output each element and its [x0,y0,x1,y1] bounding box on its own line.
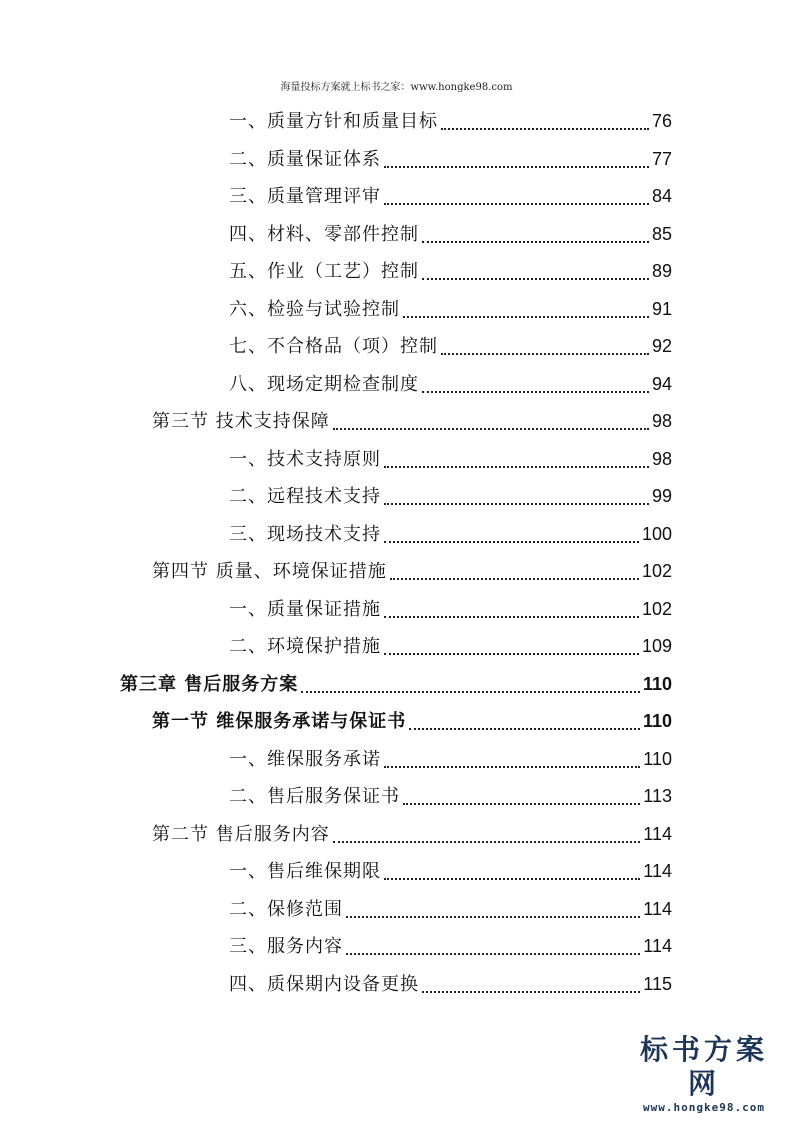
toc-dot-leader [333,428,649,430]
toc-dot-leader [403,803,640,805]
toc-entry[interactable] [229,853,672,890]
toc-entry-title: 五、作业（工艺）控制 [229,261,419,282]
toc-entry-title: 第三节 技术支持保障 [152,411,330,432]
toc-entry-title: 七、不合格品（项）控制 [229,336,438,357]
toc-entry-title: 四、材料、零部件控制 [229,223,419,245]
toc-entry-page: 85 [651,223,672,244]
toc-entry-title: 六、检验与试验控制 [229,298,400,320]
toc-entry[interactable] [229,891,672,928]
toc-entry-title: 第三章 售后服务方案 [120,673,299,695]
toc-entry-page: 91 [651,298,672,319]
toc-dot-leader [409,728,640,730]
toc-entry-title: 二、远程技术支持 [229,486,381,507]
toc-dot-leader [422,391,649,393]
toc-entry-page: 110 [643,748,672,769]
toc-entry-title: 三、现场技术支持 [229,523,381,545]
toc-dot-leader [384,503,649,505]
toc-entry[interactable] [229,966,672,1003]
toc-entry-page: 84 [651,186,672,206]
toc-dot-leader [422,991,640,993]
page-header: 海量投标方案就上标书之家：www.hongke98.com [280,82,513,93]
toc-entry-page: 100 [641,523,672,544]
toc-entry-page: 109 [641,636,672,656]
toc-entry[interactable] [229,178,672,215]
toc-dot-leader [346,953,640,955]
toc-entry[interactable] [152,553,672,590]
toc-entry[interactable] [229,928,672,965]
toc-entry-title: 一、售后维保期限 [229,861,381,882]
toc-entry[interactable] [229,516,672,553]
toc-entry-page: 110 [642,711,672,731]
toc-entry-page: 99 [651,486,672,506]
toc-entry-title: 三、服务内容 [229,936,343,957]
toc-entry-page: 113 [643,786,672,806]
toc-entry-title: 四、质保期内设备更换 [229,973,419,995]
watermark-logo [629,1033,779,1114]
toc-entry-title: 二、售后服务保证书 [229,786,400,807]
toc-entry[interactable] [229,778,672,815]
toc-dot-leader [441,128,649,130]
toc-dot-leader [441,353,649,355]
toc-dot-leader [384,653,639,655]
toc-entry[interactable] [152,703,672,740]
toc-entry-page: 114 [643,861,672,881]
toc-entry-title: 二、保修范围 [229,898,343,920]
logo-mark: 标书方案网 [639,1033,768,1100]
toc-entry-title: 二、质量保证体系 [229,148,381,170]
toc-entry-title: 第一节 维保服务承诺与保证书 [152,711,407,732]
toc-entry[interactable] [229,366,672,403]
toc-dot-leader [422,241,649,243]
toc-entry[interactable] [120,666,672,703]
toc-entry[interactable] [229,628,672,665]
toc-entry-title: 第二节 售后服务内容 [152,823,330,845]
toc-dot-leader [422,278,649,280]
toc-entry[interactable] [229,741,672,778]
toc-entry-title: 一、质量方针和质量目标 [229,111,438,132]
toc-dot-leader [384,541,639,543]
toc-entry-page: 114 [643,823,672,844]
toc-entry-page: 98 [651,411,672,431]
toc-entry[interactable] [152,403,672,440]
toc-entry[interactable] [229,441,672,478]
toc-entry-title: 二、环境保护措施 [229,636,381,657]
toc-dot-leader [333,841,641,843]
toc-entry[interactable] [229,253,672,290]
toc-entry-title: 第四节 质量、环境保证措施 [152,561,387,582]
toc-dot-leader [346,916,640,918]
toc-dot-leader [390,578,639,580]
toc-entry-page: 110 [642,673,672,694]
toc-entry-page: 102 [641,561,672,581]
toc-entry-title: 八、现场定期检查制度 [229,373,419,395]
toc-entry[interactable] [229,216,672,253]
toc-entry[interactable] [229,103,672,140]
toc-entry[interactable] [152,816,672,853]
toc-entry-page: 94 [651,373,672,394]
toc-entry-page: 92 [651,336,672,356]
toc-entry-page: 77 [651,148,672,169]
toc-dot-leader [384,766,640,768]
toc-dot-leader [384,878,640,880]
logo-url: www.hongke98.com [643,1101,765,1114]
toc-entry[interactable] [229,328,672,365]
toc-entry-page: 98 [651,448,672,469]
toc-entry-title: 三、质量管理评审 [229,186,381,207]
toc-dot-leader [384,203,649,205]
toc-entry-title: 一、质量保证措施 [229,598,381,620]
toc-entry[interactable] [229,591,672,628]
toc-entry-page: 102 [641,598,672,619]
toc-entry[interactable] [229,141,672,178]
toc-dot-leader [403,316,649,318]
toc-entry-title: 一、技术支持原则 [229,448,381,470]
toc-entry-page: 76 [651,111,672,131]
toc-dot-leader [384,616,639,618]
toc-dot-leader [384,166,649,168]
toc-entry-title: 一、维保服务承诺 [229,748,381,770]
toc-entry-page: 114 [643,936,672,956]
toc-entry[interactable] [229,478,672,515]
toc-entry[interactable] [229,291,672,328]
toc-entry-page: 89 [651,261,672,281]
toc-entry-page: 115 [643,973,672,994]
toc-dot-leader [301,691,640,693]
toc-dot-leader [384,466,649,468]
toc-entry-page: 114 [643,898,672,919]
